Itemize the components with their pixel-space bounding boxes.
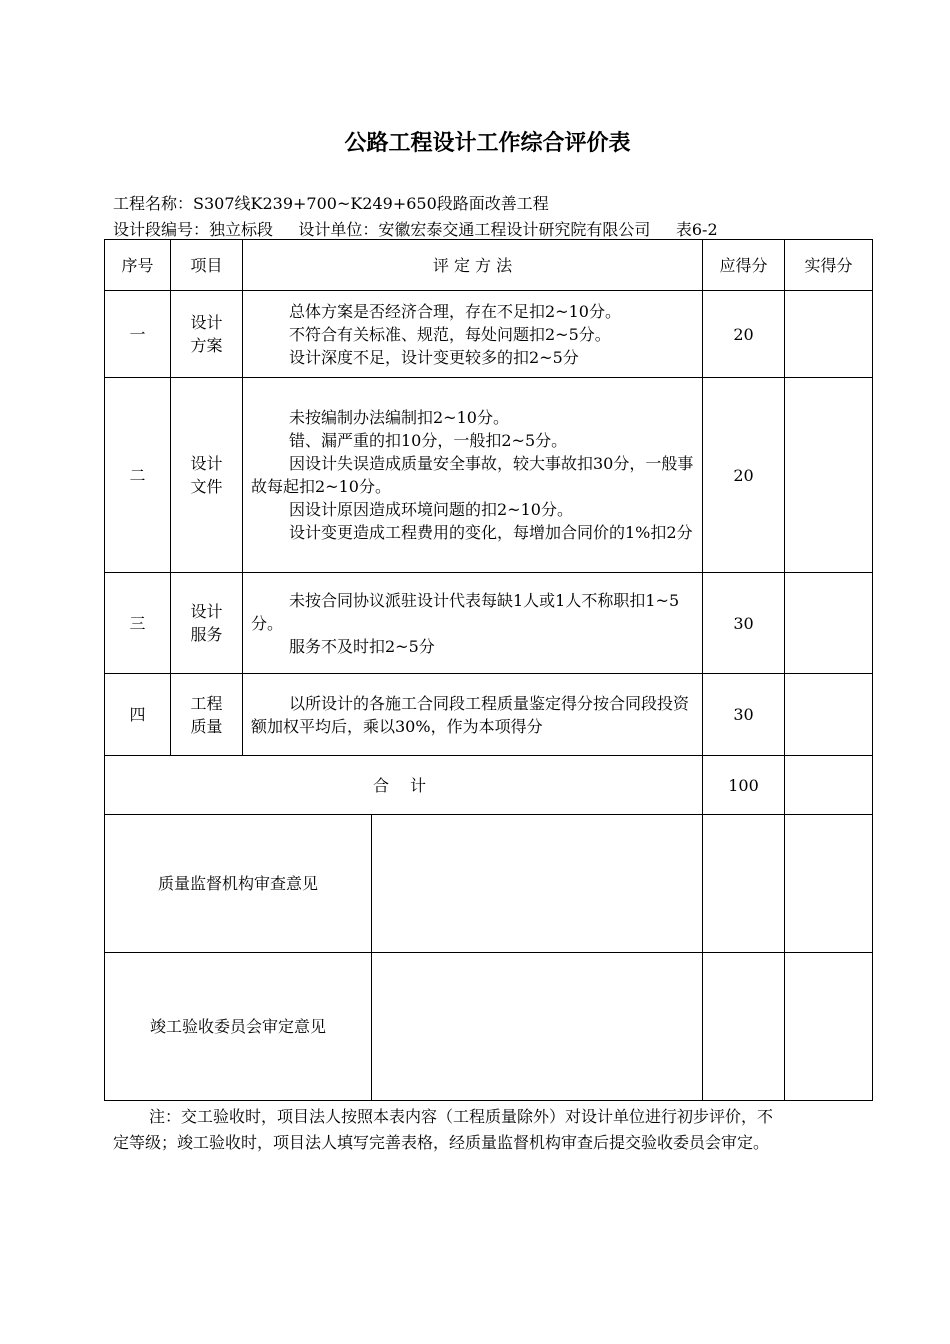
table-row bbox=[105, 573, 873, 674]
row-item-line: 质量 bbox=[190, 716, 223, 736]
page-title: 公路工程设计工作综合评价表 bbox=[344, 130, 631, 156]
method-line: 因设计失误造成质量安全事故，较大事故扣30分，一般事故每起扣2~10分。 bbox=[251, 454, 694, 496]
footnote bbox=[113, 1104, 873, 1156]
row-seq: 四 bbox=[105, 674, 171, 756]
quality-opinion-extra-cell[interactable] bbox=[785, 815, 873, 953]
method-line: 总体方案是否经济合理，存在不足扣2~10分。 bbox=[289, 301, 621, 321]
row-max-score: 20 bbox=[703, 291, 785, 378]
header-max-score: 应得分 bbox=[703, 240, 785, 291]
total-label: 合 计 bbox=[105, 756, 703, 815]
method-line: 服务不及时扣2~5分 bbox=[289, 636, 435, 656]
total-row bbox=[105, 756, 873, 815]
quality-opinion-row bbox=[105, 815, 873, 953]
table-row bbox=[105, 378, 873, 573]
row-item bbox=[171, 291, 243, 378]
row-item-line: 设计 bbox=[190, 313, 223, 332]
footnote-line: 注：交工验收时，项目法人按照本表内容（工程质量除外）对设计单位进行初步评价，不 bbox=[149, 1107, 774, 1126]
row-item-line: 工程 bbox=[190, 693, 223, 713]
row-max-score: 20 bbox=[703, 378, 785, 573]
evaluation-table bbox=[104, 239, 873, 1101]
method-line: 未按编制办法编制扣2~10分。 bbox=[289, 408, 509, 427]
row-method bbox=[243, 573, 703, 674]
method-line: 不符合有关标准、规范，每处问题扣2~5分。 bbox=[289, 324, 611, 344]
acceptance-committee-label: 竣工验收委员会审定意见 bbox=[105, 953, 372, 1101]
row-item-line: 方案 bbox=[190, 336, 223, 355]
row-method bbox=[243, 291, 703, 378]
method-line: 错、漏严重的扣10分，一般扣2~5分。 bbox=[289, 431, 568, 450]
method-line: 以所设计的各施工合同段工程质量鉴定得分按合同段投资额加权平均后，乘以30%，作为本项得分 bbox=[251, 693, 690, 736]
row-max-score: 30 bbox=[703, 674, 785, 756]
row-seq: 三 bbox=[105, 573, 171, 674]
header-seq: 序号 bbox=[105, 240, 171, 291]
table-row bbox=[105, 291, 873, 378]
acceptance-opinion-extra-cell[interactable] bbox=[785, 953, 873, 1101]
total-max-score: 100 bbox=[703, 756, 785, 815]
section-unit-line: 设计段编号：独立标段 设计单位：安徽宏泰交通工程设计研究院有限公司 表6-2 bbox=[113, 220, 718, 239]
row-actual-score-cell[interactable] bbox=[785, 674, 873, 756]
row-item-line: 文件 bbox=[190, 477, 223, 496]
quality-opinion-extra-cell[interactable] bbox=[703, 815, 785, 953]
row-actual-score-cell[interactable] bbox=[785, 291, 873, 378]
method-line: 设计深度不足，设计变更较多的扣2~5分 bbox=[289, 347, 579, 367]
method-line: 设计变更造成工程费用的变化，每增加合同价的1%扣2分 bbox=[289, 523, 693, 542]
row-item-line: 服务 bbox=[190, 625, 223, 644]
footnote-line: 定等级；竣工验收时，项目法人填写完善表格，经质量监督机构审查后提交验收委员会审定。 bbox=[113, 1133, 770, 1152]
row-seq: 二 bbox=[105, 378, 171, 573]
row-item bbox=[171, 378, 243, 573]
row-item bbox=[171, 573, 243, 674]
header-method: 评 定 方 法 bbox=[243, 240, 703, 291]
row-method bbox=[243, 378, 703, 573]
row-item-line: 设计 bbox=[190, 454, 223, 473]
acceptance-opinion-cell[interactable] bbox=[372, 953, 703, 1101]
table-row bbox=[105, 674, 873, 756]
row-actual-score-cell[interactable] bbox=[785, 378, 873, 573]
method-line: 因设计原因造成环境问题的扣2~10分。 bbox=[289, 500, 573, 519]
acceptance-opinion-extra-cell[interactable] bbox=[703, 953, 785, 1101]
row-method bbox=[243, 674, 703, 756]
project-name-line: 工程名称：S307线K239+700~K249+650段路面改善工程 bbox=[113, 194, 549, 213]
quality-opinion-cell[interactable] bbox=[372, 815, 703, 953]
method-line: 未按合同协议派驻设计代表每缺1人或1人不称职扣1~5分。 bbox=[251, 590, 680, 633]
header-item: 项目 bbox=[171, 240, 243, 291]
quality-supervision-label: 质量监督机构审查意见 bbox=[105, 815, 372, 953]
total-actual-score-cell[interactable] bbox=[785, 756, 873, 815]
header-row bbox=[105, 240, 873, 291]
header-actual-score: 实得分 bbox=[785, 240, 873, 291]
row-item bbox=[171, 674, 243, 756]
row-max-score: 30 bbox=[703, 573, 785, 674]
row-item-line: 设计 bbox=[190, 602, 223, 621]
row-actual-score-cell[interactable] bbox=[785, 573, 873, 674]
row-seq: 一 bbox=[105, 291, 171, 378]
acceptance-opinion-row bbox=[105, 953, 873, 1101]
